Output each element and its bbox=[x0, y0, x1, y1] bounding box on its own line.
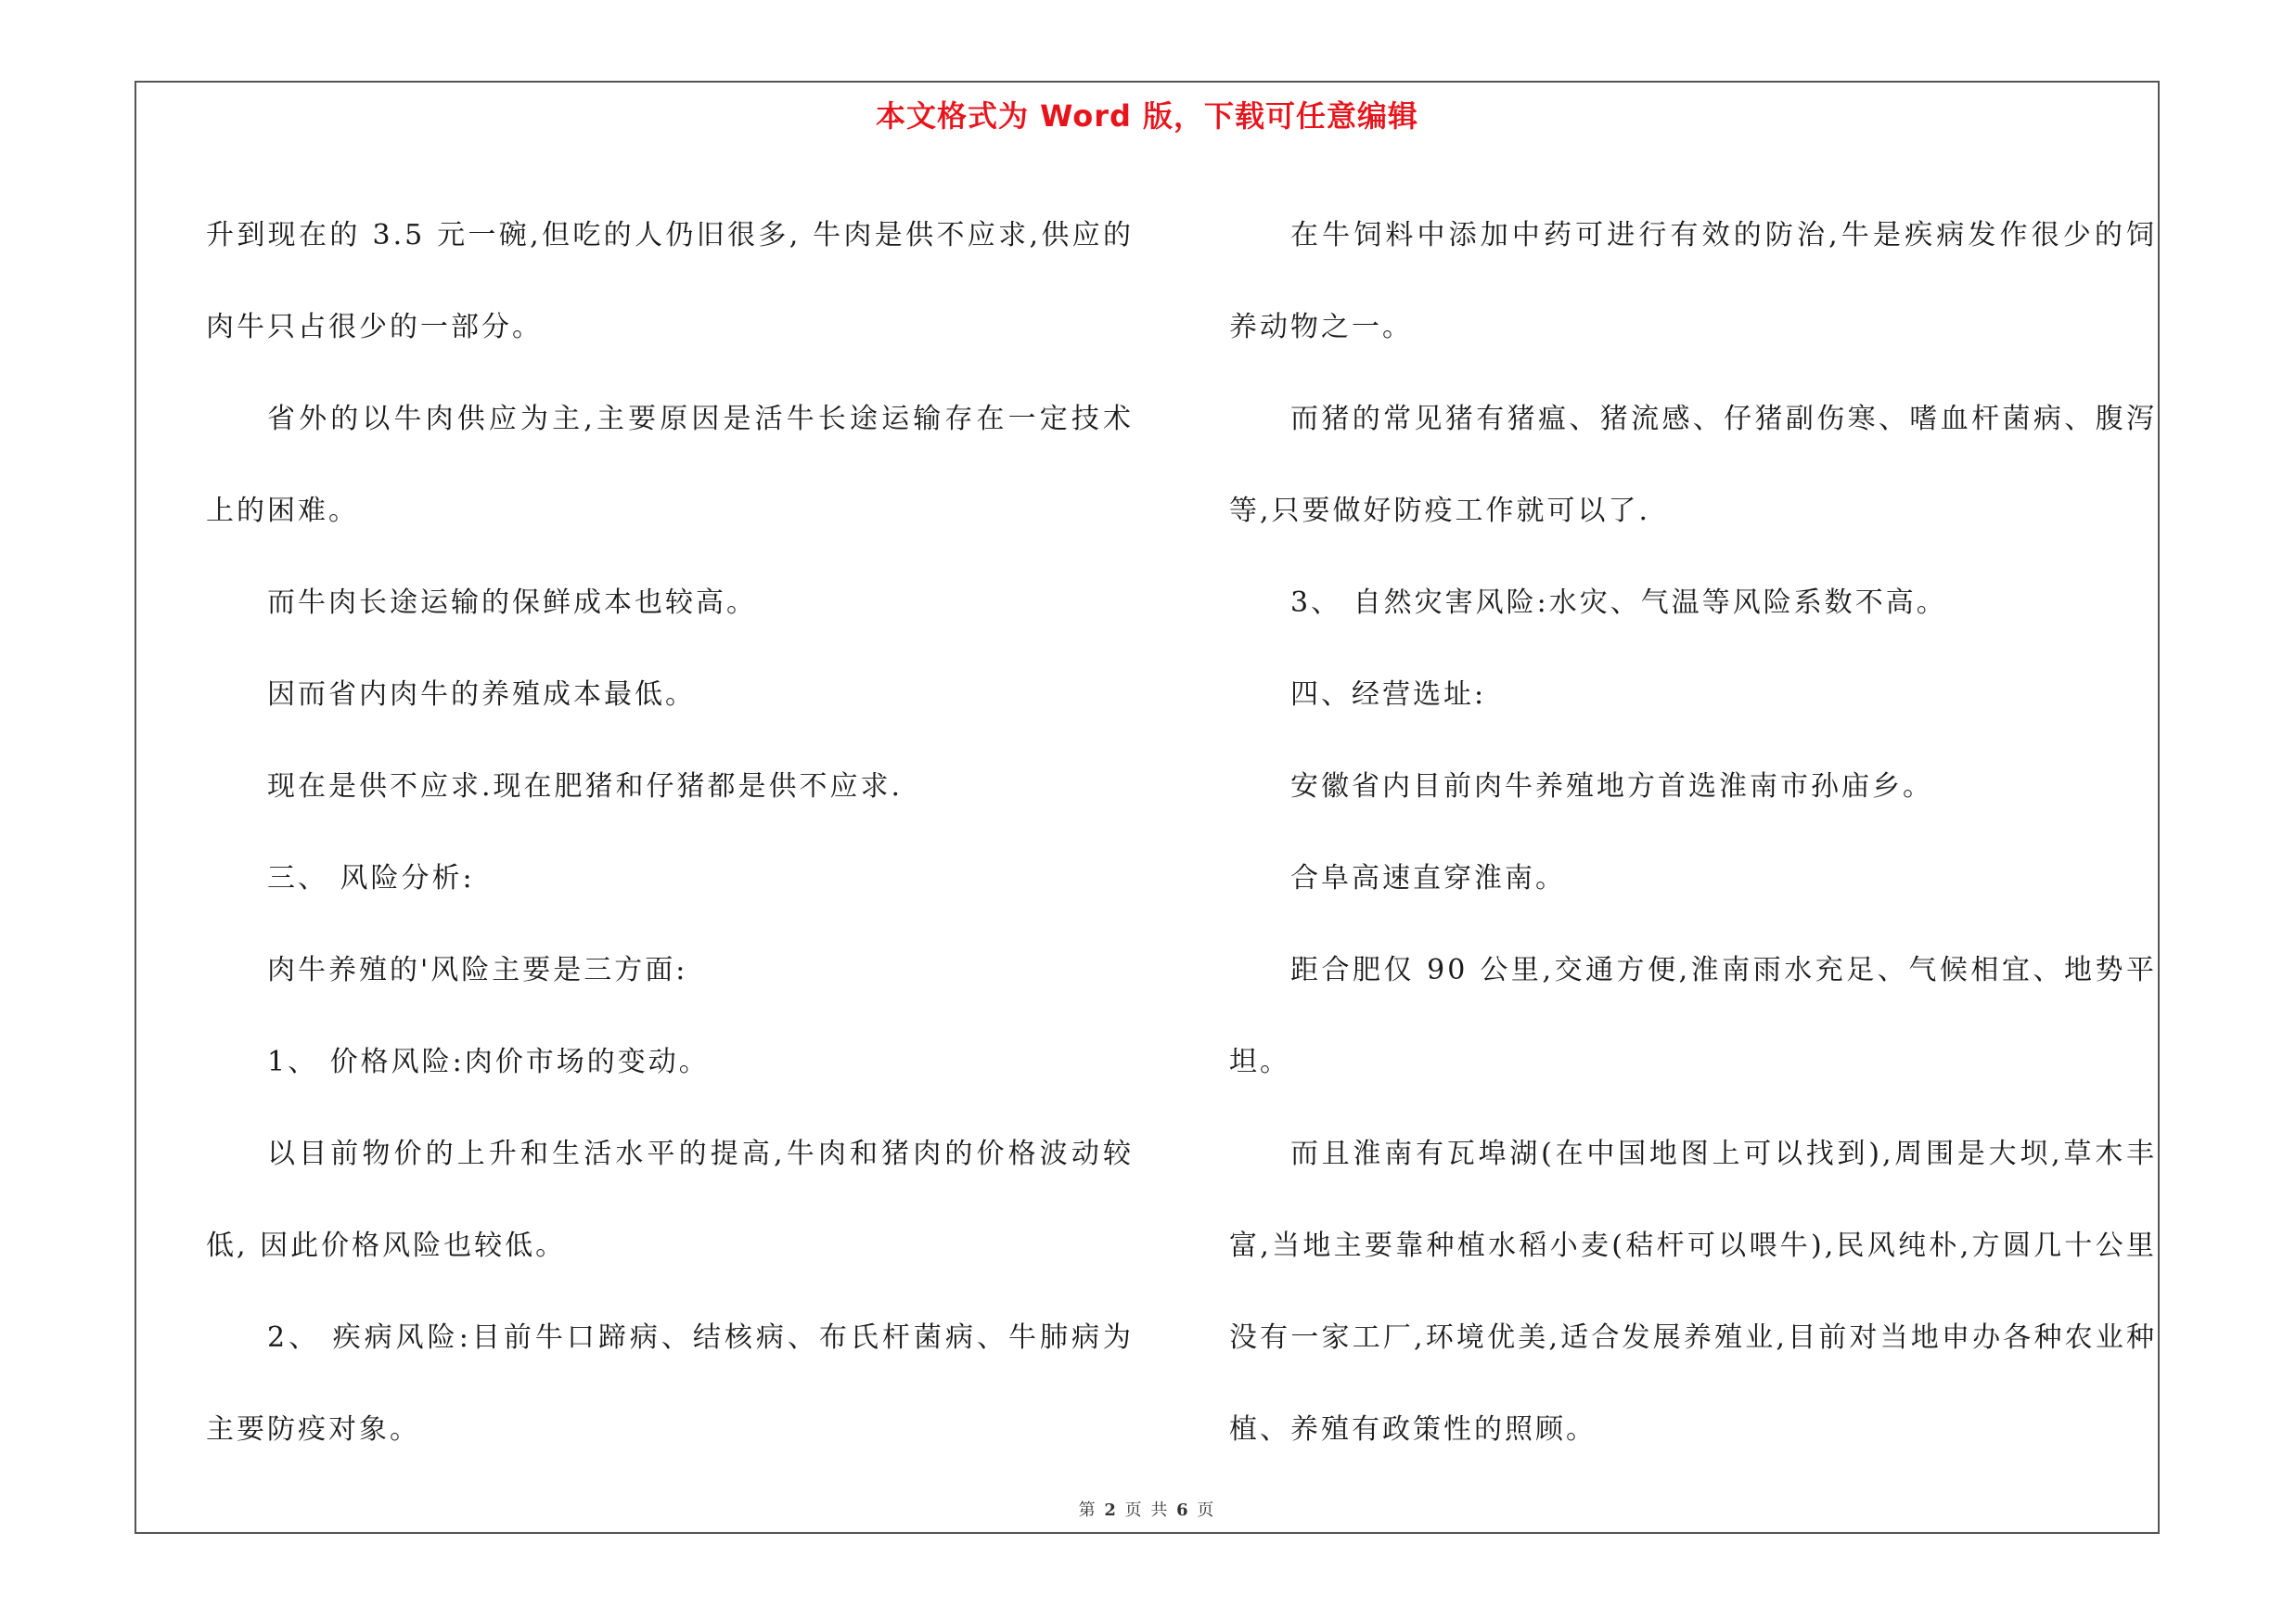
paragraph: 升到现在的 3.5 元一碗,但吃的人仍旧很多, 牛肉是供不应求,供应的肉牛只占很少的一部分。 bbox=[206, 219, 1134, 343]
list-item: 1、 价格风险:肉价市场的变动。 bbox=[267, 1046, 710, 1078]
paragraph: 距合肥仅 90 公里,交通方便,淮南雨水充足、气候相宜、地势平坦。 bbox=[1229, 954, 2157, 1078]
list-item: 2、 疾病风险:目前牛口蹄病、结核病、布氏杆菌病、牛肺病为主要防疫对象。 bbox=[206, 1321, 1134, 1446]
total-page-count: 6 bbox=[1176, 1501, 1190, 1520]
list-item: 3、 自然灾害风险:水灾、气温等风险系数不高。 bbox=[1290, 586, 1947, 619]
page-footer bbox=[136, 1497, 2158, 1521]
format-banner: 本文格式为 Word 版，下载可任意编辑 bbox=[875, 98, 1419, 134]
paragraph: 合阜高速直穿淮南。 bbox=[1290, 862, 1566, 895]
footer-suffix: 页 bbox=[1197, 1501, 1216, 1520]
paragraph: 肉牛养殖的'风险主要是三方面: bbox=[267, 954, 688, 986]
paragraph: 而牛肉长途运输的保鲜成本也较高。 bbox=[267, 586, 757, 619]
paragraph: 因而省内肉牛的养殖成本最低。 bbox=[267, 678, 696, 711]
paragraph: 以目前物价的上升和生活水平的提高,牛肉和猪肉的价格波动较低, 因此价格风险也较低。 bbox=[206, 1138, 1134, 1262]
paragraph: 现在是供不应求.现在肥猪和仔猪都是供不应求. bbox=[267, 770, 904, 803]
paragraph: 安徽省内目前肉牛养殖地方首选淮南市孙庙乡。 bbox=[1290, 770, 1933, 803]
paragraph: 而猪的常见猪有猪瘟、猪流感、仔猪副伤寒、嗜血杆菌病、腹泻等,只要做好防疫工作就可以了. bbox=[1229, 403, 2157, 527]
section-heading: 四、经营选址: bbox=[1290, 678, 1487, 711]
paragraph: 省外的以牛肉供应为主,主要原因是活牛长途运输存在一定技术上的困难。 bbox=[206, 403, 1134, 527]
right-column bbox=[1229, 189, 2157, 1475]
paragraph: 而且淮南有瓦埠湖(在中国地图上可以找到),周围是大坝,草木丰富,当地主要靠种植水稻小麦(秸杆可以喂牛),民风纯朴,方圆几十公里没有一家工厂,环境优美,适合发展养殖业,目前对当地申办各种农业种植、养殖有政策性的照顾。 bbox=[1229, 1138, 2157, 1446]
current-page-number: 2 bbox=[1104, 1501, 1118, 1520]
left-column bbox=[206, 189, 1134, 1475]
section-heading: 三、 风险分析: bbox=[267, 862, 475, 895]
footer-middle: 页 共 bbox=[1124, 1501, 1170, 1520]
paragraph: 在牛饲料中添加中药可进行有效的防治,牛是疾病发作很少的饲养动物之一。 bbox=[1229, 219, 2157, 343]
footer-prefix: 第 bbox=[1078, 1501, 1097, 1520]
page-frame bbox=[135, 81, 2160, 1534]
